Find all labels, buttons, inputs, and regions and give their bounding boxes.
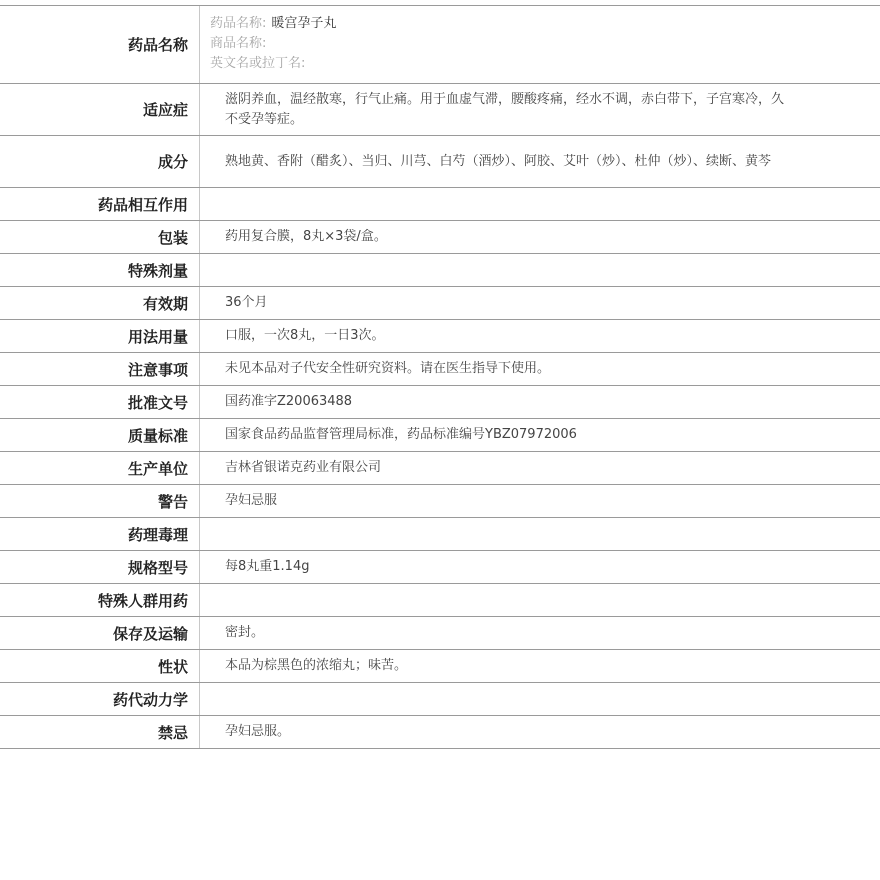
row-label: 性状 [0, 650, 200, 682]
row-value [200, 353, 880, 385]
product-name-key: 商品名称: [210, 36, 267, 51]
row-value-text: 药用复合膜，8丸×3袋/盒。 [225, 229, 387, 244]
row-label: 生产单位 [0, 452, 200, 484]
row-label: 特殊人群用药 [0, 584, 200, 616]
table-row-packaging [0, 221, 880, 254]
row-label: 药品名称 [0, 6, 200, 83]
drug-name-line [210, 14, 880, 34]
table-row-specification [0, 551, 880, 584]
row-label: 禁忌 [0, 716, 200, 748]
table-row-indications [0, 84, 880, 136]
table-row-pharmacokinetics [0, 683, 880, 716]
row-value-text: 本品为棕黑色的浓缩丸；味苦。 [225, 658, 408, 673]
row-label: 注意事项 [0, 353, 200, 385]
row-label: 用法用量 [0, 320, 200, 352]
row-value [200, 136, 880, 187]
row-value [200, 683, 880, 715]
row-value-text: 未见本品对子代安全性研究资料。请在医生指导下使用。 [225, 361, 551, 376]
table-row-storage [0, 617, 880, 650]
row-value-text: 口服，一次8丸，一日3次。 [225, 328, 385, 343]
row-value-text: 熟地黄、香附（醋炙）、当归、川芎、白芍（酒炒）、阿胶、艾叶（炒）、杜仲（炒）、续断、黄芩 [225, 153, 772, 169]
row-value [200, 518, 880, 550]
row-label: 适应症 [0, 84, 200, 135]
names-block [200, 6, 880, 83]
table-row-names [0, 6, 880, 84]
product-name-line [210, 34, 880, 54]
row-value-text: 36个月 [225, 295, 268, 310]
drug-name-value: 暖宫孕子丸 [271, 16, 337, 31]
row-value-text: 每8丸重1.14g [225, 559, 310, 574]
row-value [200, 584, 880, 616]
row-label: 药品相互作用 [0, 188, 200, 220]
row-value [200, 287, 880, 319]
row-value [200, 221, 880, 253]
table-row-special-populations [0, 584, 880, 617]
table-row-approval-number [0, 386, 880, 419]
row-label: 保存及运输 [0, 617, 200, 649]
row-label: 成分 [0, 136, 200, 187]
row-value-text: 密封。 [225, 625, 265, 640]
row-value [200, 617, 880, 649]
row-value [200, 386, 880, 418]
row-value [200, 84, 880, 135]
table-row-interactions [0, 188, 880, 221]
row-label: 批准文号 [0, 386, 200, 418]
table-row-contraindications [0, 716, 880, 749]
row-value [200, 551, 880, 583]
row-value-text: 滋阴养血，温经散寒，行气止痛。用于血虚气滞，腰酸疼痛，经水不调，赤白带下，子宫寒冷，久不受孕等症。 [225, 91, 785, 127]
table-row-appearance [0, 650, 880, 683]
table-row-dosage [0, 320, 880, 353]
table-row-special-dose [0, 254, 880, 287]
row-value-text: 吉林省银诺克药业有限公司 [225, 460, 382, 475]
row-value-text: 国家食品药品监督管理局标准，药品标准编号YBZ07972006 [225, 427, 577, 442]
row-value [200, 716, 880, 748]
row-value-text: 孕妇忌服。 [225, 724, 291, 739]
row-value [200, 650, 880, 682]
table-row-quality-standard [0, 419, 880, 452]
table-row-manufacturer [0, 452, 880, 485]
latin-name-line [210, 54, 880, 74]
row-label: 质量标准 [0, 419, 200, 451]
drug-info-table [0, 5, 880, 749]
row-value-text: 国药准字Z20063488 [225, 394, 353, 409]
row-label: 药代动力学 [0, 683, 200, 715]
table-row-ingredients [0, 136, 880, 188]
latin-name-key: 英文名或拉丁名: [210, 56, 306, 71]
row-value [200, 254, 880, 286]
row-value [200, 485, 880, 517]
drug-name-key: 药品名称: [210, 16, 267, 31]
row-label: 特殊剂量 [0, 254, 200, 286]
row-label: 规格型号 [0, 551, 200, 583]
row-label: 有效期 [0, 287, 200, 319]
table-row-shelf-life [0, 287, 880, 320]
row-value [200, 419, 880, 451]
table-row-warning [0, 485, 880, 518]
table-row-precautions [0, 353, 880, 386]
row-value [200, 320, 880, 352]
row-label: 警告 [0, 485, 200, 517]
row-label: 包装 [0, 221, 200, 253]
table-row-pharmacology [0, 518, 880, 551]
row-value-text: 孕妇忌服 [225, 493, 278, 508]
row-value [200, 452, 880, 484]
row-value [200, 188, 880, 220]
row-label: 药理毒理 [0, 518, 200, 550]
